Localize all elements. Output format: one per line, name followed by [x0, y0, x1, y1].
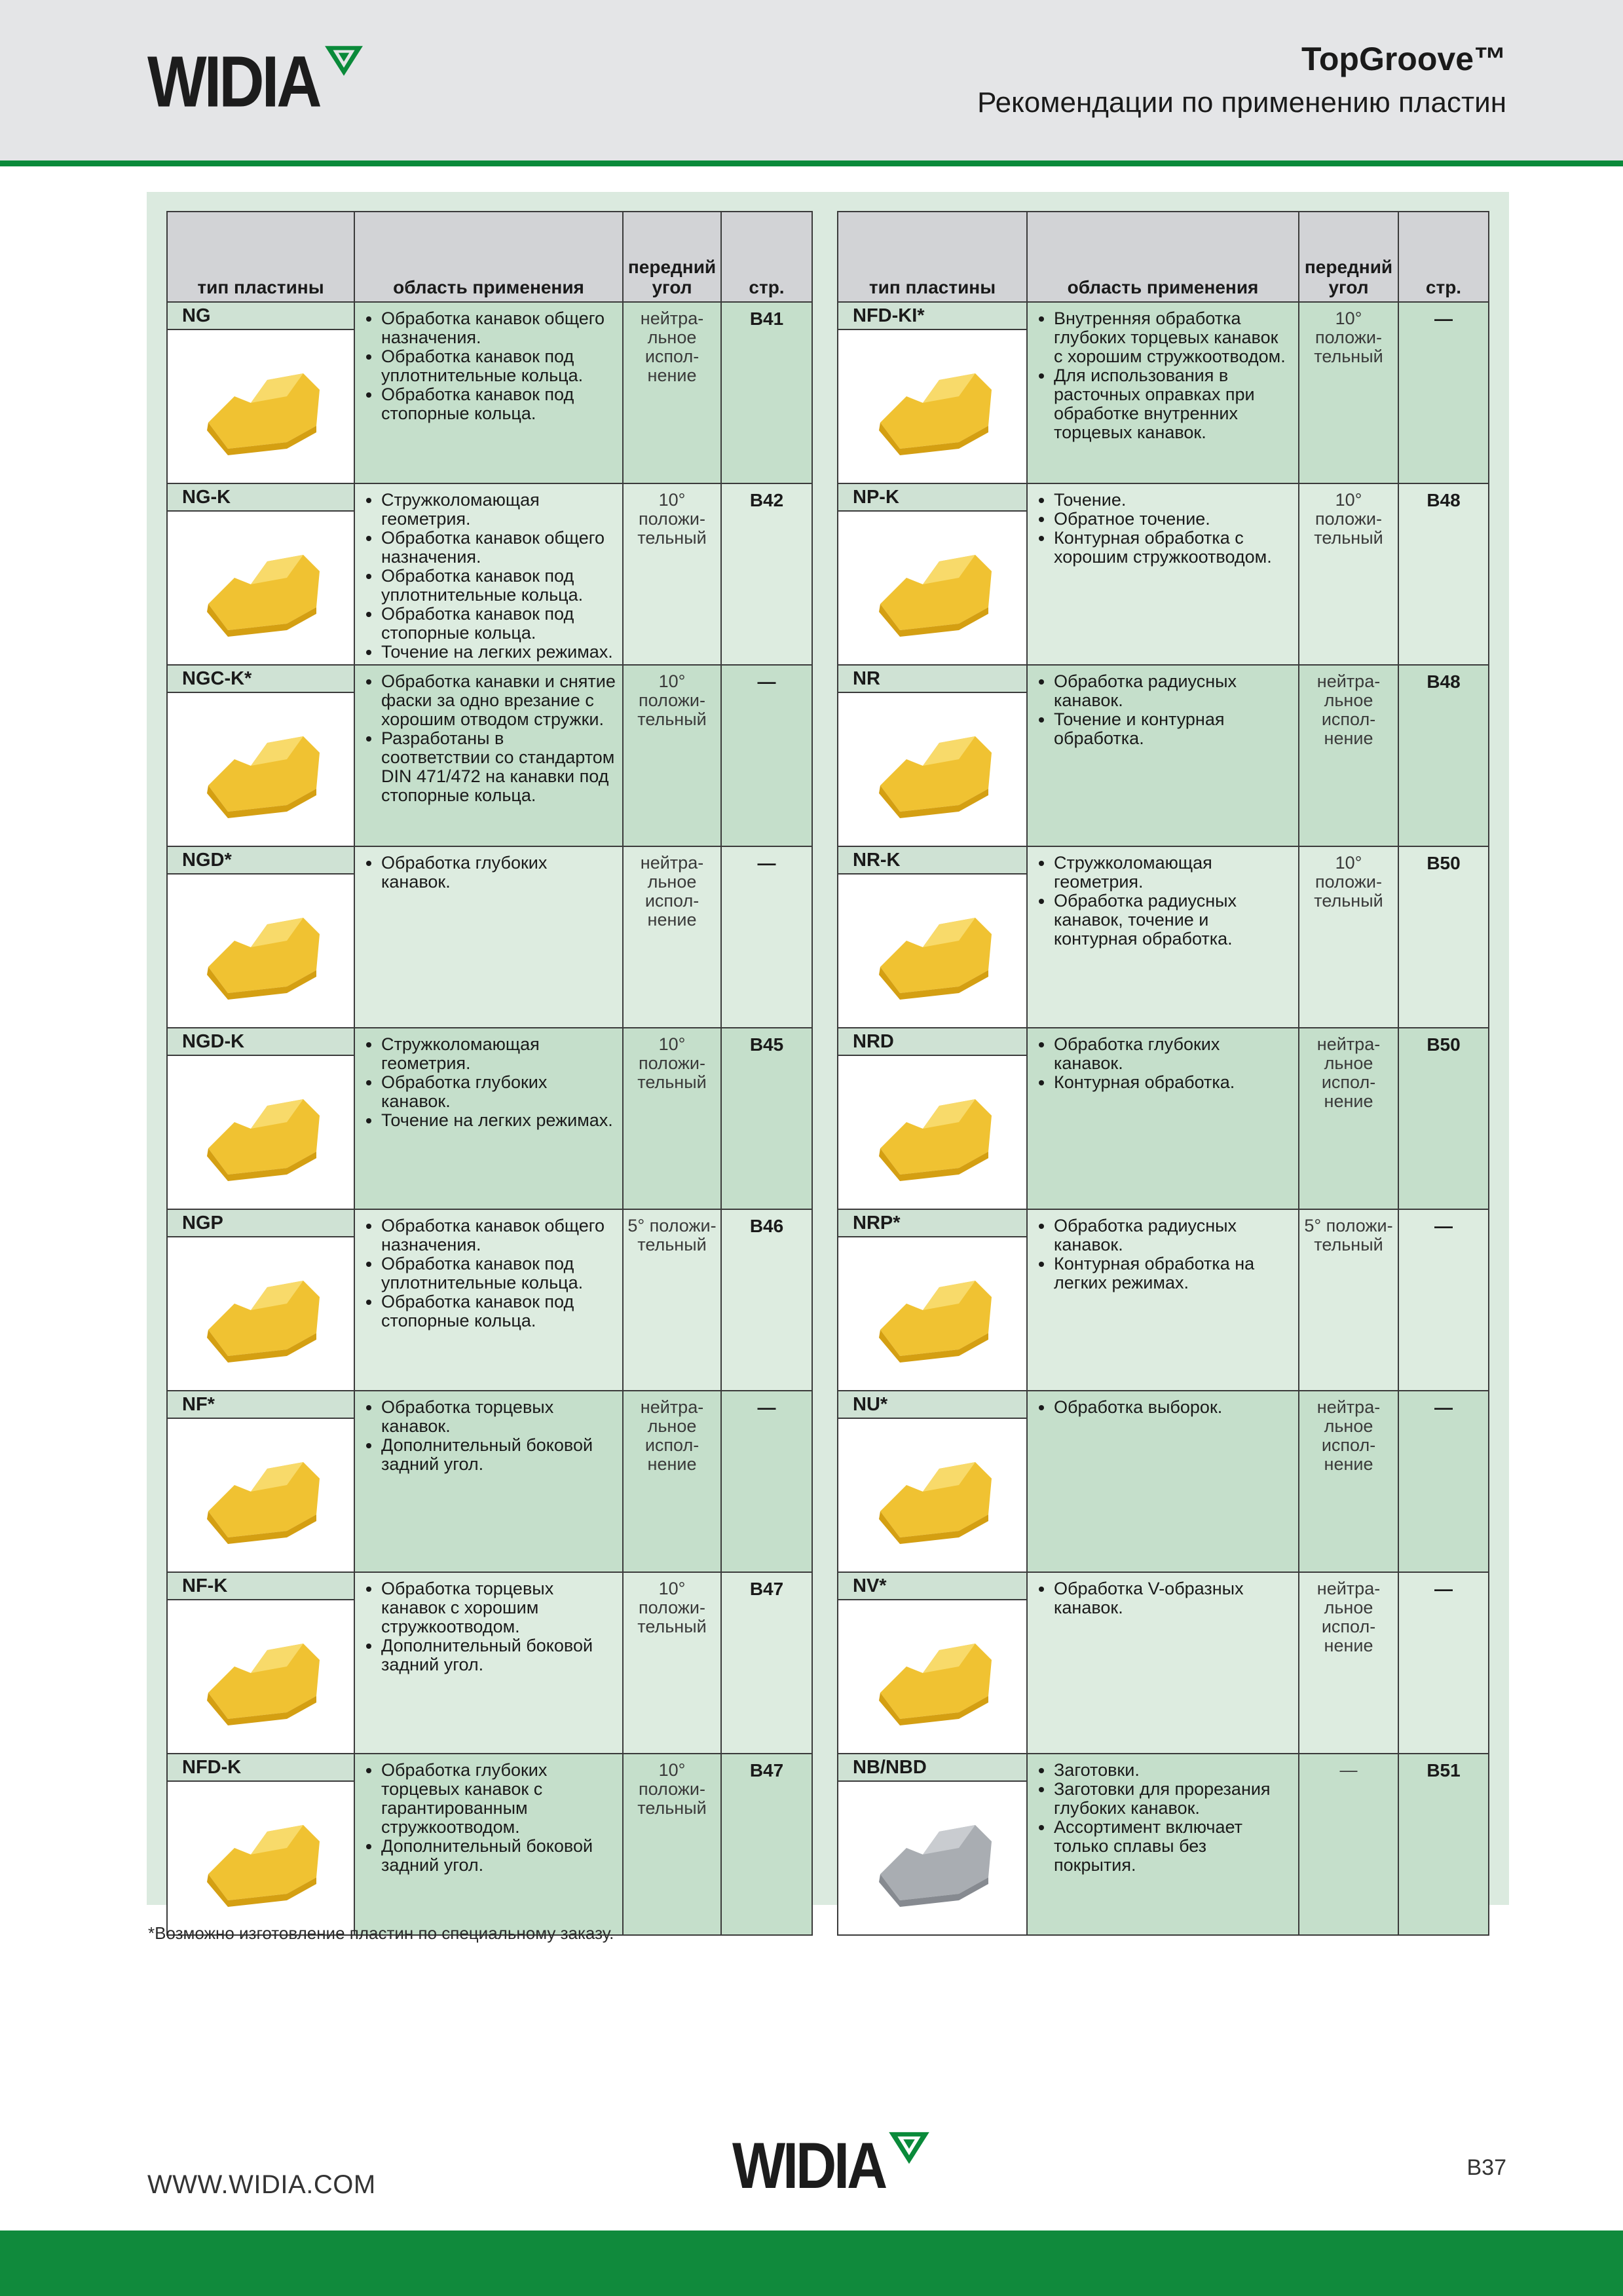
- rake-angle-cell: 10° положи-тельный: [623, 665, 721, 846]
- insert-image: [168, 1056, 354, 1201]
- application-item: • Для использования в расточных оправках при обработке внутренних торцевых канавок.: [1054, 366, 1292, 442]
- application-item: • Обработка канавки и снятие фаски за одно врезание с хорошим отводом стружки.: [381, 672, 616, 729]
- rake-angle-cell: 10° положи-тельный: [1299, 846, 1398, 1028]
- grooving-insert-icon: [861, 1433, 1005, 1551]
- application-area-cell: [354, 1028, 623, 1209]
- footnote: *Возможно изготовление пластин по специальному заказу.: [148, 1923, 614, 1943]
- table-row: [838, 1209, 1489, 1391]
- insert-image: [168, 330, 354, 475]
- insert-image: [168, 512, 354, 656]
- grooving-insert-icon: [861, 1070, 1005, 1188]
- grooving-insert-icon: [189, 1251, 333, 1369]
- insert-image: [168, 693, 354, 838]
- insert-type-label: NF-K: [168, 1573, 354, 1600]
- application-list: [1034, 1398, 1292, 1417]
- page-reference-cell[interactable]: B48: [1398, 665, 1489, 846]
- header-rule: [0, 160, 1623, 166]
- grooving-insert-icon: [189, 1070, 333, 1188]
- application-list: [362, 854, 616, 892]
- page-reference-cell[interactable]: —: [1398, 1209, 1489, 1391]
- insert-type-cell: [167, 1754, 354, 1935]
- page-reference-cell[interactable]: —: [721, 1391, 812, 1572]
- application-list: [1034, 1035, 1292, 1092]
- logo-wordmark: WIDIA: [147, 41, 320, 122]
- application-item: • Точение и контурная обработка.: [1054, 710, 1292, 748]
- insert-image: [838, 330, 1026, 475]
- column-header-area: область применения: [354, 212, 623, 302]
- insert-type-label: NGD*: [168, 847, 354, 875]
- page-reference-cell[interactable]: B51: [1398, 1754, 1489, 1935]
- insert-type-label: NRD: [838, 1028, 1026, 1056]
- application-item: • Точение.: [1054, 491, 1292, 510]
- table-row: [838, 302, 1489, 483]
- application-area-cell: [1027, 1028, 1299, 1209]
- page-reference-cell[interactable]: B47: [721, 1572, 812, 1754]
- insert-type-cell: [838, 483, 1027, 665]
- application-area-cell: [1027, 846, 1299, 1028]
- insert-type-cell: [838, 1391, 1027, 1572]
- application-item: • Обработка канавок под стопорные кольца.: [381, 605, 616, 643]
- widia-triangle-icon: [887, 2128, 931, 2166]
- page-reference-cell[interactable]: —: [721, 665, 812, 846]
- insert-image: [838, 1419, 1026, 1564]
- application-list: [1034, 491, 1292, 567]
- insert-type-label: NB/NBD: [838, 1754, 1026, 1782]
- application-area-cell: [1027, 665, 1299, 846]
- table-row: [167, 1391, 812, 1572]
- page-reference-cell[interactable]: B45: [721, 1028, 812, 1209]
- application-item: • Обработка канавок под уплотнительные кольца.: [381, 347, 616, 385]
- application-item: • Обработка глубоких канавок.: [381, 1073, 616, 1111]
- column-header-type: тип пластины: [167, 212, 354, 302]
- application-item: • Дополнительный боковой задний угол.: [381, 1436, 616, 1474]
- application-area-cell: [354, 1754, 623, 1935]
- application-item: • Обработка глубоких канавок.: [381, 854, 616, 892]
- rake-angle-cell: 10° положи-тельный: [1299, 483, 1398, 665]
- application-area-cell: [354, 1209, 623, 1391]
- document-subtitle: Рекомендации по применению пластин: [977, 86, 1506, 119]
- table-row: [167, 1572, 812, 1754]
- application-area-cell: [1027, 483, 1299, 665]
- page-reference-cell[interactable]: —: [1398, 1572, 1489, 1754]
- table-row: [167, 846, 812, 1028]
- application-list: [1034, 854, 1292, 949]
- application-area-cell: [354, 1572, 623, 1754]
- table-row: [167, 1754, 812, 1935]
- application-item: • Обработка канавок под уплотнительные кольца.: [381, 567, 616, 605]
- page-number: B37: [1466, 2155, 1506, 2180]
- insert-type-label: NF*: [168, 1391, 354, 1419]
- page-reference-cell[interactable]: B50: [1398, 846, 1489, 1028]
- insert-type-cell: [838, 1028, 1027, 1209]
- insert-type-cell: [838, 302, 1027, 483]
- table-row: [167, 302, 812, 483]
- rake-angle-cell: нейтра-льное испол-нение: [1299, 1572, 1398, 1754]
- application-area-cell: [354, 846, 623, 1028]
- page-reference-cell[interactable]: B46: [721, 1209, 812, 1391]
- widia-triangle-icon: [324, 43, 364, 77]
- rake-angle-cell: 10° положи-тельный: [1299, 302, 1398, 483]
- grooving-insert-icon: [189, 888, 333, 1006]
- table-row: [167, 483, 812, 665]
- page-reference-cell[interactable]: B47: [721, 1754, 812, 1935]
- page-reference-cell[interactable]: B42: [721, 483, 812, 665]
- insert-image: [838, 1056, 1026, 1201]
- application-list: [1034, 1579, 1292, 1617]
- insert-type-cell: [838, 1754, 1027, 1935]
- application-area-cell: [354, 483, 623, 665]
- rake-angle-cell: нейтра-льное испол-нение: [623, 1391, 721, 1572]
- application-item: • Обратное точение.: [1054, 510, 1292, 529]
- insert-type-label: NFD-KI*: [838, 303, 1026, 330]
- table-row: [838, 1391, 1489, 1572]
- column-header-page: стр.: [1398, 212, 1489, 302]
- application-list: [362, 1398, 616, 1474]
- insert-image: [168, 1782, 354, 1927]
- application-area-cell: [1027, 1209, 1299, 1391]
- widia-logo-bottom: [732, 2130, 931, 2202]
- application-list: [362, 1035, 616, 1130]
- application-area-cell: [354, 665, 623, 846]
- rake-angle-cell: нейтра-льное испол-нение: [1299, 1028, 1398, 1209]
- grooving-insert-icon: [861, 1614, 1005, 1732]
- application-list: [362, 491, 616, 662]
- insert-type-label: NP-K: [838, 484, 1026, 512]
- insert-type-label: NG: [168, 303, 354, 330]
- application-list: [1034, 309, 1292, 442]
- page-reference-cell[interactable]: —: [721, 846, 812, 1028]
- application-area-cell: [1027, 1754, 1299, 1935]
- insert-type-cell: [167, 483, 354, 665]
- application-item: • Контурная обработка на легких режимах.: [1054, 1254, 1292, 1292]
- insert-type-cell: [167, 302, 354, 483]
- insert-type-label: NU*: [838, 1391, 1026, 1419]
- uncoated-insert-icon: [861, 1796, 1005, 1913]
- insert-table-left: [166, 211, 813, 1936]
- grooving-insert-icon: [189, 707, 333, 825]
- grooving-insert-icon: [189, 344, 333, 462]
- application-list: [362, 1216, 616, 1330]
- grooving-insert-icon: [861, 888, 1005, 1006]
- page-reference-cell[interactable]: B48: [1398, 483, 1489, 665]
- rake-angle-cell: 10° положи-тельный: [623, 1572, 721, 1754]
- application-item: • Заготовки для прорезания глубоких канавок.: [1054, 1780, 1292, 1818]
- insert-image: [168, 1600, 354, 1745]
- application-item: • Точение на легких режимах.: [381, 1111, 616, 1130]
- application-item: • Точение на легких режимах.: [381, 643, 616, 662]
- application-item: • Внутренняя обработка глубоких торцевых канавок с хорошим стружкоотводом.: [1054, 309, 1292, 366]
- insert-type-label: NG-K: [168, 484, 354, 512]
- rake-angle-cell: нейтра-льное испол-нение: [623, 302, 721, 483]
- insert-type-label: NR-K: [838, 847, 1026, 875]
- insert-type-cell: [167, 1391, 354, 1572]
- application-list: [362, 1761, 616, 1875]
- grooving-insert-icon: [189, 1796, 333, 1913]
- application-item: • Обработка глубоких торцевых канавок с гарантированным стружкоотводом.: [381, 1761, 616, 1837]
- application-item: • Дополнительный боковой задний угол.: [381, 1636, 616, 1674]
- insert-type-label: NV*: [838, 1573, 1026, 1600]
- grooving-insert-icon: [189, 1433, 333, 1551]
- application-item: • Обработка радиусных канавок, точение и контурная обработка.: [1054, 892, 1292, 949]
- insert-type-cell: [838, 1209, 1027, 1391]
- page-reference-cell[interactable]: B41: [721, 302, 812, 483]
- footer-bar: [0, 2230, 1623, 2296]
- application-item: • Обработка торцевых канавок.: [381, 1398, 616, 1436]
- insert-type-label: NR: [838, 666, 1026, 693]
- grooving-insert-icon: [861, 525, 1005, 643]
- table-row: [167, 665, 812, 846]
- document-title: TopGroove™: [1301, 41, 1506, 77]
- insert-image: [838, 512, 1026, 656]
- application-list: [362, 672, 616, 805]
- insert-image: [168, 1419, 354, 1564]
- page-reference-cell[interactable]: —: [1398, 302, 1489, 483]
- application-item: • Обработка торцевых канавок с хорошим стружкоотводом.: [381, 1579, 616, 1636]
- application-item: • Обработка радиусных канавок.: [1054, 1216, 1292, 1254]
- rake-angle-cell: нейтра-льное испол-нение: [623, 846, 721, 1028]
- application-list: [362, 309, 616, 423]
- rake-angle-cell: 5° положи-тельный: [623, 1209, 721, 1391]
- insert-type-label: NRP*: [838, 1210, 1026, 1237]
- table-row: [838, 483, 1489, 665]
- insert-type-cell: [167, 1028, 354, 1209]
- application-list: [1034, 1216, 1292, 1292]
- insert-type-cell: [838, 665, 1027, 846]
- insert-image: [838, 875, 1026, 1019]
- insert-type-cell: [167, 665, 354, 846]
- table-row: [838, 1028, 1489, 1209]
- application-item: • Обработка канавок общего назначения.: [381, 309, 616, 347]
- website-link[interactable]: WWW.WIDIA.COM: [147, 2170, 376, 2199]
- application-list: [1034, 1761, 1292, 1875]
- application-area-cell: [354, 1391, 623, 1572]
- insert-image: [838, 1782, 1026, 1927]
- grooving-insert-icon: [861, 344, 1005, 462]
- insert-type-cell: [838, 1572, 1027, 1754]
- insert-image: [168, 875, 354, 1019]
- insert-type-cell: [167, 1572, 354, 1754]
- insert-image: [838, 1600, 1026, 1745]
- table-row: [838, 1572, 1489, 1754]
- column-header-type: тип пластины: [838, 212, 1027, 302]
- column-header-page: стр.: [721, 212, 812, 302]
- application-area-cell: [1027, 302, 1299, 483]
- table-row: [838, 1754, 1489, 1935]
- insert-type-cell: [838, 846, 1027, 1028]
- page-reference-cell[interactable]: B50: [1398, 1028, 1489, 1209]
- application-area-cell: [1027, 1572, 1299, 1754]
- table-row: [167, 1209, 812, 1391]
- logo-wordmark: WIDIA: [732, 2130, 886, 2202]
- application-item: • Заготовки.: [1054, 1761, 1292, 1780]
- column-header-angle: передний угол: [1299, 212, 1398, 302]
- insert-type-cell: [167, 846, 354, 1028]
- application-area-cell: [354, 302, 623, 483]
- table-row: [838, 846, 1489, 1028]
- application-item: • Разработаны в соответствии со стандартом DIN 471/472 на канавки под стопорные кольца.: [381, 729, 616, 805]
- rake-angle-cell: 10° положи-тельный: [623, 1754, 721, 1935]
- application-list: [1034, 672, 1292, 748]
- grooving-insert-icon: [861, 1251, 1005, 1369]
- application-item: • Обработка канавок под уплотнительные кольца.: [381, 1254, 616, 1292]
- application-item: • Обработка радиусных канавок.: [1054, 672, 1292, 710]
- insert-image: [838, 1237, 1026, 1382]
- application-item: • Обработка канавок общего назначения.: [381, 1216, 616, 1254]
- rake-angle-cell: —: [1299, 1754, 1398, 1935]
- document-title-block: [977, 38, 1506, 126]
- rake-angle-cell: 10° положи-тельный: [623, 1028, 721, 1209]
- grooving-insert-icon: [189, 525, 333, 643]
- table-row: [167, 1028, 812, 1209]
- insert-image: [838, 693, 1026, 838]
- insert-table-right: [837, 211, 1489, 1936]
- rake-angle-cell: нейтра-льное испол-нение: [1299, 665, 1398, 846]
- insert-type-label: NGC-K*: [168, 666, 354, 693]
- application-item: • Стружколомающая геометрия.: [1054, 854, 1292, 892]
- insert-type-label: NGD-K: [168, 1028, 354, 1056]
- application-item: • Дополнительный боковой задний угол.: [381, 1837, 616, 1875]
- widia-logo-top: [147, 41, 364, 122]
- insert-type-label: NFD-K: [168, 1754, 354, 1782]
- table-row: [838, 665, 1489, 846]
- application-item: • Обработка канавок общего назначения.: [381, 529, 616, 567]
- column-header-angle: передний угол: [623, 212, 721, 302]
- page-reference-cell[interactable]: —: [1398, 1391, 1489, 1572]
- application-item: • Обработка канавок под стопорные кольца.: [381, 1292, 616, 1330]
- application-item: • Обработка V-образных канавок.: [1054, 1579, 1292, 1617]
- application-item: • Стружколомающая геометрия.: [381, 1035, 616, 1073]
- application-item: • Контурная обработка.: [1054, 1073, 1292, 1092]
- rake-angle-cell: 10° положи-тельный: [623, 483, 721, 665]
- insert-type-cell: [167, 1209, 354, 1391]
- application-area-cell: [1027, 1391, 1299, 1572]
- application-item: • Обработка выборок.: [1054, 1398, 1292, 1417]
- insert-image: [168, 1237, 354, 1382]
- application-list: [362, 1579, 616, 1674]
- application-item: • Стружколомающая геометрия.: [381, 491, 616, 529]
- application-item: • Ассортимент включает только сплавы без покрытия.: [1054, 1818, 1292, 1875]
- column-header-area: область применения: [1027, 212, 1299, 302]
- insert-type-label: NGP: [168, 1210, 354, 1237]
- application-item: • Контурная обработка с хорошим стружкоотводом.: [1054, 529, 1292, 567]
- rake-angle-cell: 5° положи-тельный: [1299, 1209, 1398, 1391]
- grooving-insert-icon: [861, 707, 1005, 825]
- grooving-insert-icon: [189, 1614, 333, 1732]
- application-item: • Обработка канавок под стопорные кольца.: [381, 385, 616, 423]
- rake-angle-cell: нейтра-льное испол-нение: [1299, 1391, 1398, 1572]
- application-item: • Обработка глубоких канавок.: [1054, 1035, 1292, 1073]
